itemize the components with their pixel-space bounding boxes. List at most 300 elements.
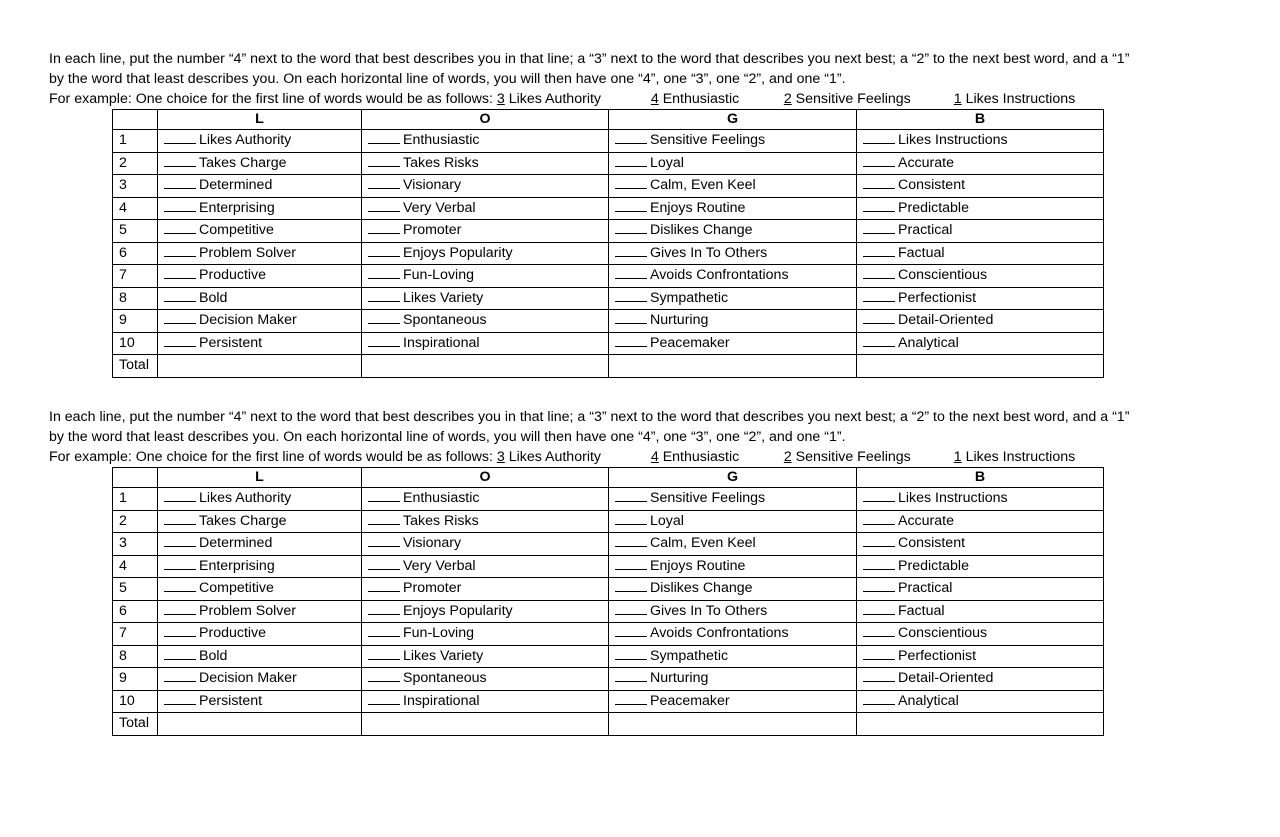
rank-blank[interactable] xyxy=(615,153,647,167)
rank-blank[interactable] xyxy=(368,691,400,705)
row-number: 1 xyxy=(113,488,158,511)
rank-blank[interactable] xyxy=(368,265,400,279)
trait-label: Nurturing xyxy=(650,670,709,687)
trait-label: Likes Variety xyxy=(403,647,484,664)
total-cell-g[interactable] xyxy=(609,713,857,736)
trait-label: Takes Risks xyxy=(403,512,479,529)
trait-cell-b xyxy=(857,332,1104,355)
trait-label: Calm, Even Keel xyxy=(650,535,756,552)
trait-cell-l xyxy=(158,130,362,153)
trait-label: Visionary xyxy=(403,177,462,194)
trait-cell-l xyxy=(158,242,362,265)
rank-blank[interactable] xyxy=(615,243,647,257)
rank-blank[interactable] xyxy=(615,130,647,144)
trait-cell-g xyxy=(609,488,857,511)
trait-cell-g xyxy=(609,555,857,578)
trait-label: Takes Charge xyxy=(199,512,287,529)
rank-blank[interactable] xyxy=(164,578,196,592)
trait-label: Persistent xyxy=(199,692,263,709)
trait-cell-o xyxy=(362,623,609,646)
example-item: 2 Sensitive Feelings xyxy=(783,449,911,465)
trait-label: Perfectionist xyxy=(898,647,977,664)
rank-blank[interactable] xyxy=(164,220,196,234)
rank-blank[interactable] xyxy=(863,556,895,570)
trait-cell-b xyxy=(857,578,1104,601)
row-number: 10 xyxy=(113,332,158,355)
rank-blank[interactable] xyxy=(615,668,647,682)
rank-blank[interactable] xyxy=(615,310,647,324)
trait-label: Detail-Oriented xyxy=(898,312,994,329)
rank-blank[interactable] xyxy=(863,623,895,637)
trait-label: Determined xyxy=(199,535,273,552)
trait-cell-g xyxy=(609,175,857,198)
rank-blank[interactable] xyxy=(368,556,400,570)
trait-cell-l xyxy=(158,310,362,333)
total-cell-o[interactable] xyxy=(362,713,609,736)
rank-blank[interactable] xyxy=(863,220,895,234)
rank-blank[interactable] xyxy=(615,511,647,525)
total-label: Total xyxy=(113,713,158,736)
trait-cell-o xyxy=(362,152,609,175)
trait-label: Very Verbal xyxy=(403,199,476,216)
trait-label: Sensitive Feelings xyxy=(650,490,766,507)
total-cell-l[interactable] xyxy=(158,713,362,736)
trait-label: Analytical xyxy=(898,692,959,709)
rank-blank[interactable] xyxy=(615,556,647,570)
rank-blank[interactable] xyxy=(615,198,647,212)
rank-blank[interactable] xyxy=(863,533,895,547)
trait-cell-b xyxy=(857,600,1104,623)
example-item: 1 Likes Instructions xyxy=(953,449,1076,465)
rank-blank[interactable] xyxy=(164,511,196,525)
example-item: 3 Likes Authority xyxy=(496,91,602,107)
table-row xyxy=(113,488,1104,511)
trait-label: Predictable xyxy=(898,557,969,574)
trait-cell-g xyxy=(609,600,857,623)
trait-label: Visionary xyxy=(403,535,462,552)
rank-blank[interactable] xyxy=(615,691,647,705)
trait-label: Decision Maker xyxy=(199,670,297,687)
table-row xyxy=(113,332,1104,355)
trait-cell-g xyxy=(609,287,857,310)
rank-blank[interactable] xyxy=(615,601,647,615)
trait-cell-b xyxy=(857,310,1104,333)
rank-blank[interactable] xyxy=(164,646,196,660)
rank-blank[interactable] xyxy=(164,533,196,547)
trait-cell-b xyxy=(857,623,1104,646)
rank-blank[interactable] xyxy=(164,556,196,570)
trait-label: Likes Instructions xyxy=(898,132,1008,149)
table-row xyxy=(113,220,1104,243)
rank-blank[interactable] xyxy=(164,175,196,189)
rank-blank[interactable] xyxy=(368,175,400,189)
trait-label: Enjoys Popularity xyxy=(403,244,513,261)
rank-blank[interactable] xyxy=(368,601,400,615)
trait-cell-b xyxy=(857,265,1104,288)
trait-cell-b xyxy=(857,152,1104,175)
trait-label: Analytical xyxy=(898,334,959,351)
trait-label: Perfectionist xyxy=(898,289,977,306)
trait-label: Problem Solver xyxy=(199,244,296,261)
row-number: 9 xyxy=(113,668,158,691)
trait-label: Fun-Loving xyxy=(403,625,474,642)
row-number: 10 xyxy=(113,690,158,713)
rank-blank[interactable] xyxy=(615,288,647,302)
personality-table xyxy=(112,109,1104,378)
rank-blank[interactable] xyxy=(863,288,895,302)
trait-label: Accurate xyxy=(898,512,954,529)
trait-cell-o xyxy=(362,175,609,198)
trait-cell-o xyxy=(362,690,609,713)
personality-table xyxy=(112,467,1104,736)
trait-label: Enjoys Popularity xyxy=(403,602,513,619)
trait-label: Competitive xyxy=(199,222,274,239)
assessment-section-1 xyxy=(49,49,1239,374)
rank-blank[interactable] xyxy=(863,646,895,660)
trait-cell-l xyxy=(158,287,362,310)
rank-blank[interactable] xyxy=(368,488,400,502)
rank-blank[interactable] xyxy=(863,668,895,682)
trait-label: Nurturing xyxy=(650,312,709,329)
row-number: 7 xyxy=(113,623,158,646)
row-number: 9 xyxy=(113,310,158,333)
trait-label: Enthusiastic xyxy=(403,132,480,149)
trait-label: Persistent xyxy=(199,334,263,351)
rank-blank[interactable] xyxy=(615,533,647,547)
assessment-section-2 xyxy=(49,407,1239,732)
trait-cell-b xyxy=(857,668,1104,691)
table-row xyxy=(113,197,1104,220)
trait-label: Competitive xyxy=(199,580,274,597)
row-number: 5 xyxy=(113,578,158,601)
rank-blank[interactable] xyxy=(368,646,400,660)
example-item: 3 Likes Authority xyxy=(496,449,602,465)
rank-blank[interactable] xyxy=(863,691,895,705)
trait-cell-g xyxy=(609,152,857,175)
rank-blank[interactable] xyxy=(368,130,400,144)
table-header-row xyxy=(113,468,1104,488)
row-number: 1 xyxy=(113,130,158,153)
rank-blank[interactable] xyxy=(863,601,895,615)
rank-blank[interactable] xyxy=(164,243,196,257)
trait-cell-o xyxy=(362,242,609,265)
table-row xyxy=(113,242,1104,265)
trait-label: Takes Risks xyxy=(403,154,479,171)
row-number: 2 xyxy=(113,152,158,175)
row-number: 8 xyxy=(113,287,158,310)
rank-blank[interactable] xyxy=(863,130,895,144)
rank-blank[interactable] xyxy=(368,623,400,637)
rank-blank[interactable] xyxy=(368,310,400,324)
trait-cell-o xyxy=(362,197,609,220)
example-item: 4 Enthusiastic xyxy=(650,449,740,465)
row-number: 3 xyxy=(113,175,158,198)
trait-label: Decision Maker xyxy=(199,312,297,329)
rank-blank[interactable] xyxy=(615,488,647,502)
trait-label: Productive xyxy=(199,625,267,642)
column-header-o: O xyxy=(362,110,609,130)
trait-cell-l xyxy=(158,510,362,533)
rank-blank[interactable] xyxy=(615,265,647,279)
trait-label: Accurate xyxy=(898,154,954,171)
rank-blank[interactable] xyxy=(164,691,196,705)
instructions-line-1: In each line, put the number “4” next to the word that best describes you in that line; a “3” next to the word that describes you next best; a “2” to the next best word, and a “1” xyxy=(49,51,1130,67)
trait-cell-g xyxy=(609,623,857,646)
rank-blank[interactable] xyxy=(615,578,647,592)
trait-label: Problem Solver xyxy=(199,602,296,619)
trait-cell-o xyxy=(362,130,609,153)
rank-blank[interactable] xyxy=(164,265,196,279)
rank-blank[interactable] xyxy=(863,488,895,502)
trait-cell-b xyxy=(857,555,1104,578)
trait-label: Predictable xyxy=(898,199,969,216)
column-header-g: G xyxy=(609,110,857,130)
row-number: 2 xyxy=(113,510,158,533)
trait-cell-b xyxy=(857,645,1104,668)
rank-blank[interactable] xyxy=(164,198,196,212)
trait-label: Gives In To Others xyxy=(650,244,768,261)
trait-cell-o xyxy=(362,645,609,668)
instructions-line-2: by the word that least describes you. On each horizontal line of words, you will then have one “4”, one “3”, one “2”, and one “1”. xyxy=(49,429,846,445)
total-cell-b[interactable] xyxy=(857,713,1104,736)
row-number: 5 xyxy=(113,220,158,243)
rank-blank[interactable] xyxy=(863,310,895,324)
trait-cell-l xyxy=(158,152,362,175)
table-row xyxy=(113,668,1104,691)
trait-cell-o xyxy=(362,533,609,556)
rank-blank[interactable] xyxy=(368,333,400,347)
trait-label: Factual xyxy=(898,244,945,261)
total-cell-o[interactable] xyxy=(362,355,609,378)
table-row xyxy=(113,152,1104,175)
rank-blank[interactable] xyxy=(368,243,400,257)
trait-cell-b xyxy=(857,510,1104,533)
trait-label: Likes Authority xyxy=(199,490,292,507)
rank-blank[interactable] xyxy=(863,153,895,167)
rank-blank[interactable] xyxy=(615,175,647,189)
trait-cell-g xyxy=(609,332,857,355)
example-item: 4 Enthusiastic xyxy=(650,91,740,107)
trait-label: Enterprising xyxy=(199,199,275,216)
row-number: 6 xyxy=(113,600,158,623)
example-line xyxy=(49,447,1239,466)
total-cell-g[interactable] xyxy=(609,355,857,378)
trait-cell-b xyxy=(857,533,1104,556)
rank-blank[interactable] xyxy=(164,153,196,167)
table-row xyxy=(113,578,1104,601)
rank-blank[interactable] xyxy=(164,288,196,302)
trait-cell-o xyxy=(362,332,609,355)
header-blank xyxy=(113,110,158,130)
trait-cell-o xyxy=(362,555,609,578)
trait-label: Likes Authority xyxy=(199,132,292,149)
rank-blank[interactable] xyxy=(863,511,895,525)
trait-cell-l xyxy=(158,533,362,556)
trait-cell-l xyxy=(158,197,362,220)
trait-cell-l xyxy=(158,668,362,691)
trait-label: Calm, Even Keel xyxy=(650,177,756,194)
table-row xyxy=(113,600,1104,623)
rank-blank[interactable] xyxy=(863,243,895,257)
rank-blank[interactable] xyxy=(164,488,196,502)
trait-label: Enjoys Routine xyxy=(650,557,746,574)
rank-blank[interactable] xyxy=(164,310,196,324)
trait-cell-b xyxy=(857,242,1104,265)
trait-label: Spontaneous xyxy=(403,312,487,329)
table-row xyxy=(113,130,1104,153)
trait-cell-g xyxy=(609,690,857,713)
rank-blank[interactable] xyxy=(615,333,647,347)
trait-cell-g xyxy=(609,197,857,220)
trait-label: Practical xyxy=(898,222,953,239)
rank-blank[interactable] xyxy=(368,153,400,167)
trait-cell-l xyxy=(158,623,362,646)
trait-cell-l xyxy=(158,690,362,713)
trait-label: Enjoys Routine xyxy=(650,199,746,216)
rank-blank[interactable] xyxy=(615,646,647,660)
trait-cell-g xyxy=(609,310,857,333)
example-line xyxy=(49,89,1239,108)
trait-cell-l xyxy=(158,645,362,668)
trait-cell-b xyxy=(857,175,1104,198)
table-row xyxy=(113,510,1104,533)
rank-blank[interactable] xyxy=(164,333,196,347)
trait-label: Avoids Confrontations xyxy=(650,625,789,642)
total-row xyxy=(113,713,1104,736)
trait-cell-g xyxy=(609,510,857,533)
trait-cell-o xyxy=(362,668,609,691)
trait-label: Likes Variety xyxy=(403,289,484,306)
trait-label: Consistent xyxy=(898,535,966,552)
trait-label: Factual xyxy=(898,602,945,619)
trait-label: Spontaneous xyxy=(403,670,487,687)
trait-cell-l xyxy=(158,265,362,288)
row-number: 7 xyxy=(113,265,158,288)
trait-label: Enterprising xyxy=(199,557,275,574)
trait-label: Conscientious xyxy=(898,267,988,284)
rank-blank[interactable] xyxy=(863,198,895,212)
trait-label: Conscientious xyxy=(898,625,988,642)
trait-cell-b xyxy=(857,488,1104,511)
trait-label: Sensitive Feelings xyxy=(650,132,766,149)
column-header-b: B xyxy=(857,110,1104,130)
rank-blank[interactable] xyxy=(368,511,400,525)
trait-cell-b xyxy=(857,690,1104,713)
rank-blank[interactable] xyxy=(368,533,400,547)
rank-blank[interactable] xyxy=(368,288,400,302)
trait-label: Peacemaker xyxy=(650,692,730,709)
trait-cell-o xyxy=(362,488,609,511)
trait-cell-o xyxy=(362,578,609,601)
rank-blank[interactable] xyxy=(863,578,895,592)
trait-label: Loyal xyxy=(650,154,684,171)
trait-cell-o xyxy=(362,265,609,288)
rank-blank[interactable] xyxy=(615,220,647,234)
column-header-g: G xyxy=(609,468,857,488)
rank-blank[interactable] xyxy=(615,623,647,637)
trait-cell-g xyxy=(609,242,857,265)
trait-label: Bold xyxy=(199,289,228,306)
trait-label: Loyal xyxy=(650,512,684,529)
trait-label: Inspirational xyxy=(403,692,480,709)
rank-blank[interactable] xyxy=(368,578,400,592)
table-row xyxy=(113,265,1104,288)
total-label: Total xyxy=(113,355,158,378)
rank-blank[interactable] xyxy=(863,175,895,189)
trait-cell-g xyxy=(609,130,857,153)
example-item: 1 Likes Instructions xyxy=(953,91,1076,107)
trait-label: Dislikes Change xyxy=(650,580,753,597)
trait-cell-l xyxy=(158,175,362,198)
trait-label: Takes Charge xyxy=(199,154,287,171)
rank-blank[interactable] xyxy=(164,668,196,682)
table-header-row xyxy=(113,110,1104,130)
trait-cell-g xyxy=(609,220,857,243)
table-row xyxy=(113,533,1104,556)
trait-label: Determined xyxy=(199,177,273,194)
column-header-l: L xyxy=(158,110,362,130)
total-row xyxy=(113,355,1104,378)
rank-blank[interactable] xyxy=(164,623,196,637)
trait-label: Enthusiastic xyxy=(403,490,480,507)
rank-blank[interactable] xyxy=(863,333,895,347)
trait-label: Promoter xyxy=(403,580,462,597)
trait-cell-g xyxy=(609,578,857,601)
trait-cell-b xyxy=(857,197,1104,220)
table-row xyxy=(113,175,1104,198)
rank-blank[interactable] xyxy=(164,601,196,615)
trait-label: Avoids Confrontations xyxy=(650,267,789,284)
table-row xyxy=(113,310,1104,333)
total-cell-l[interactable] xyxy=(158,355,362,378)
trait-label: Bold xyxy=(199,647,228,664)
trait-label: Fun-Loving xyxy=(403,267,474,284)
rank-blank[interactable] xyxy=(368,198,400,212)
rank-blank[interactable] xyxy=(164,130,196,144)
rank-blank[interactable] xyxy=(368,220,400,234)
trait-label: Productive xyxy=(199,267,267,284)
row-number: 3 xyxy=(113,533,158,556)
trait-label: Sympathetic xyxy=(650,647,729,664)
trait-cell-o xyxy=(362,287,609,310)
trait-cell-g xyxy=(609,645,857,668)
trait-cell-o xyxy=(362,220,609,243)
row-number: 4 xyxy=(113,197,158,220)
trait-cell-b xyxy=(857,130,1104,153)
total-cell-b[interactable] xyxy=(857,355,1104,378)
trait-label: Peacemaker xyxy=(650,334,730,351)
example-prefix: For example: One choice for the first line of words would be as follows: xyxy=(49,449,497,465)
trait-cell-l xyxy=(158,220,362,243)
trait-cell-b xyxy=(857,220,1104,243)
trait-cell-l xyxy=(158,600,362,623)
trait-cell-l xyxy=(158,488,362,511)
trait-label: Detail-Oriented xyxy=(898,670,994,687)
trait-label: Inspirational xyxy=(403,334,480,351)
trait-label: Gives In To Others xyxy=(650,602,768,619)
trait-cell-o xyxy=(362,600,609,623)
trait-cell-o xyxy=(362,310,609,333)
table-row xyxy=(113,623,1104,646)
rank-blank[interactable] xyxy=(368,668,400,682)
trait-label: Practical xyxy=(898,580,953,597)
column-header-o: O xyxy=(362,468,609,488)
row-number: 8 xyxy=(113,645,158,668)
trait-label: Sympathetic xyxy=(650,289,729,306)
rank-blank[interactable] xyxy=(863,265,895,279)
trait-label: Promoter xyxy=(403,222,462,239)
instructions-line-1: In each line, put the number “4” next to the word that best describes you in that line; a “3” next to the word that describes you next best; a “2” to the next best word, and a “1” xyxy=(49,409,1130,425)
